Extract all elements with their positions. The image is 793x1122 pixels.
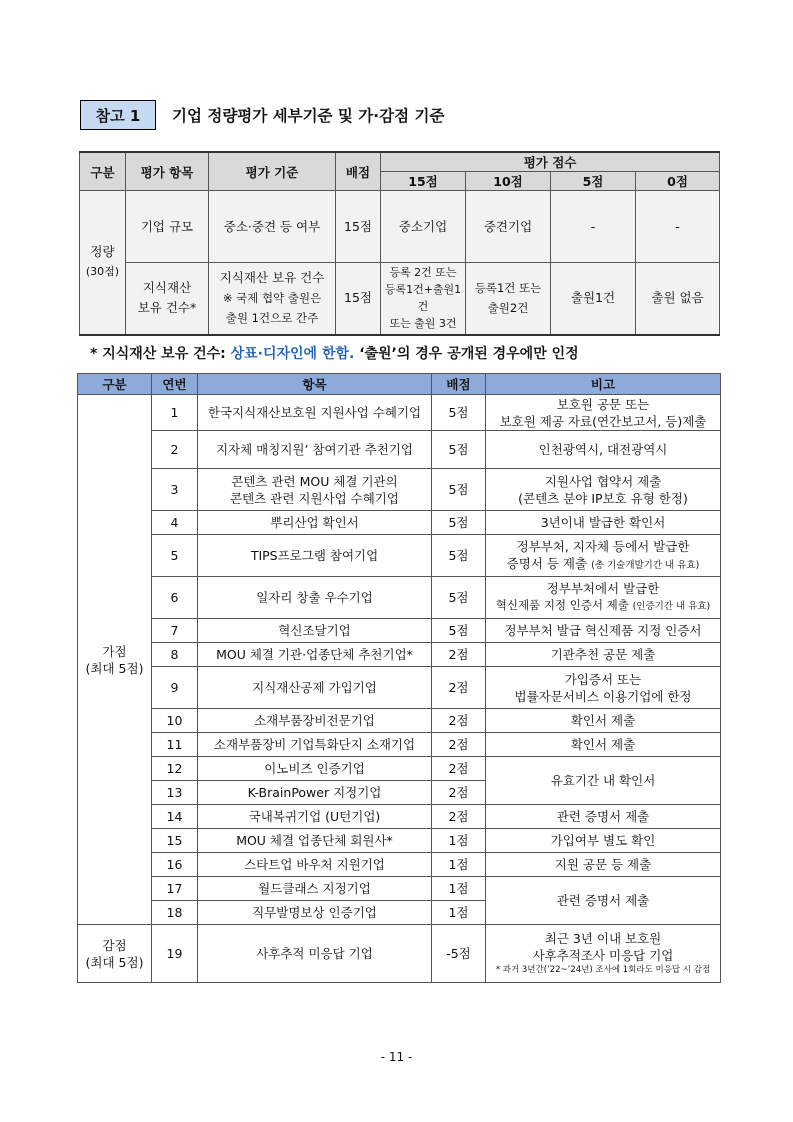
group-penalty: 감점 (최대 5점) [78,925,152,983]
row-points: 5점 [432,431,486,469]
row-item: 소재부품장비 기업특화단지 소재기업 [198,733,432,757]
row-no: 9 [152,667,198,709]
row-remark: 관련 증명서 제출 [486,877,721,925]
section-heading [80,100,444,130]
row-remark: 기관추천 공문 제출 [486,643,721,667]
row-item: MOU 체결 업종단체 회원사* [198,829,432,853]
row-points: 2점 [432,667,486,709]
score10-ip-count: 등록1건 또는 출원2건 [466,263,551,335]
row-item: 소재부품장비전문기업 [198,709,432,733]
row-remark: 보호원 공문 또는 보호원 제공 자료(연간보고서, 등)제출 [486,395,721,431]
group-quantitative: 정량 (30점) [80,191,126,335]
row-item: 일자리 창출 우수기업 [198,577,432,619]
row-item: K-BrainPower 지정기업 [198,781,432,805]
row-item: 국내복귀기업 (U턴기업) [198,805,432,829]
group-bonus: 가점 (최대 5점) [78,395,152,925]
row-points: 5점 [432,511,486,535]
points-ip-count: 15점 [336,263,381,335]
row-no: 16 [152,853,198,877]
row-item: 지식재산공제 가입기업 [198,667,432,709]
header-item: 평가 항목 [126,152,209,191]
row-remark: 최근 3년 이내 보호원 사후추적조사 미응답 기업 * 과거 3년간(’22~’24년) 조사에 1회라도 미응답 시 감점 [486,925,721,983]
row-item: 혁신조달기업 [198,619,432,643]
row-no: 13 [152,781,198,805]
section-badge: 참고 1 [80,100,156,130]
quantitative-criteria-table [79,151,720,336]
row-points: -5점 [432,925,486,983]
row-points: 1점 [432,829,486,853]
row-points: 5점 [432,535,486,577]
row-item: 사후추적 미응답 기업 [198,925,432,983]
row-remark: 확인서 제출 [486,709,721,733]
header-category: 구분 [80,152,126,191]
row-points: 2점 [432,733,486,757]
row-no: 7 [152,619,198,643]
criteria-ip-count: 지식재산 보유 건수 ※ 국제 협약 출원은 출원 1건으로 간주 [209,263,336,335]
row-points: 1점 [432,901,486,925]
bonus-penalty-table [77,373,721,983]
row-no: 3 [152,469,198,511]
row-remark: 정부부처 발급 혁신제품 지정 인증서 [486,619,721,643]
header-item: 항목 [198,374,432,395]
score5-ip-count: 출원1건 [551,263,636,335]
row-no: 4 [152,511,198,535]
item-company-size: 기업 규모 [126,191,209,263]
header-category: 구분 [78,374,152,395]
row-points: 2점 [432,781,486,805]
row-no: 12 [152,757,198,781]
row-remark: 관련 증명서 제출 [486,805,721,829]
row-remark: 확인서 제출 [486,733,721,757]
header-remark: 비고 [486,374,721,395]
row-no: 17 [152,877,198,901]
row-points: 5점 [432,469,486,511]
criteria-company-size: 중소·중견 등 여부 [209,191,336,263]
header-0: 0점 [636,172,720,191]
header-5: 5점 [551,172,636,191]
row-item: 뿌리산업 확인서 [198,511,432,535]
row-item: 콘텐츠 관련 MOU 체결 기관의 콘텐츠 관련 지원사업 수혜기업 [198,469,432,511]
points-company-size: 15점 [336,191,381,263]
header-score: 평가 점수 [381,152,720,172]
row-remark: 유효기간 내 확인서 [486,757,721,805]
row-points: 1점 [432,877,486,901]
row-remark: 인천광역시, 대전광역시 [486,431,721,469]
row-item: 월드클래스 지정기업 [198,877,432,901]
row-remark: 가입증서 또는 법률자문서비스 이용기업에 한정 [486,667,721,709]
row-no: 19 [152,925,198,983]
score0-ip-count: 출원 없음 [636,263,720,335]
row-points: 2점 [432,757,486,781]
score15-company-size: 중소기업 [381,191,466,263]
row-item: 스타트업 바우처 지원기업 [198,853,432,877]
row-item: 지자체 매칭지원’ 참여기관 추천기업 [198,431,432,469]
row-no: 2 [152,431,198,469]
score0-company-size: - [636,191,720,263]
header-10: 10점 [466,172,551,191]
page-number: - 11 - [380,1050,413,1064]
row-no: 8 [152,643,198,667]
section-title: 기업 정량평가 세부기준 및 가·감점 기준 [172,107,445,125]
row-item: MOU 체결 기관·업종단체 추천기업* [198,643,432,667]
row-item: TIPS프로그램 참여기업 [198,535,432,577]
row-remark: 정부부처에서 발급한 혁신제품 지정 인증서 제출 (인증기간 내 유효) [486,577,721,619]
row-points: 5점 [432,395,486,431]
row-no: 15 [152,829,198,853]
row-points: 2점 [432,805,486,829]
row-no: 6 [152,577,198,619]
header-15: 15점 [381,172,466,191]
header-no: 연번 [152,374,198,395]
header-criteria: 평가 기준 [209,152,336,191]
score10-company-size: 중견기업 [466,191,551,263]
row-points: 2점 [432,643,486,667]
row-remark: 지원 공문 등 제출 [486,853,721,877]
row-item: 한국지식재산보호원 지원사업 수혜기업 [198,395,432,431]
row-item: 직무발명보상 인증기업 [198,901,432,925]
row-remark: 가입여부 별도 확인 [486,829,721,853]
row-points: 5점 [432,577,486,619]
row-remark: 지원사업 협약서 제출 (콘텐츠 분야 IP보호 유형 한정) [486,469,721,511]
row-remark: 3년이내 발급한 확인서 [486,511,721,535]
row-no: 14 [152,805,198,829]
row-points: 5점 [432,619,486,643]
row-no: 11 [152,733,198,757]
score5-company-size: - [551,191,636,263]
ip-count-note: * 지식재산 보유 건수: 상표·디자인에 한함. ‘출원’의 경우 공개된 경우에만 인정 [90,346,579,362]
row-remark: 정부부처, 지자체 등에서 발급한 증명서 등 제출 (총 기술개발기간 내 유효) [486,535,721,577]
row-no: 10 [152,709,198,733]
item-ip-count: 지식재산 보유 건수* [126,263,209,335]
row-points: 2점 [432,709,486,733]
row-no: 18 [152,901,198,925]
row-points: 1점 [432,853,486,877]
score15-ip-count: 등록 2건 또는 등록1건+출원1건 또는 출원 3건 [381,263,466,335]
row-no: 1 [152,395,198,431]
row-item: 이노비즈 인증기업 [198,757,432,781]
header-points: 배점 [336,152,381,191]
header-points: 배점 [432,374,486,395]
row-no: 5 [152,535,198,577]
note-highlight: 상표·디자인에 한함. [230,346,355,362]
